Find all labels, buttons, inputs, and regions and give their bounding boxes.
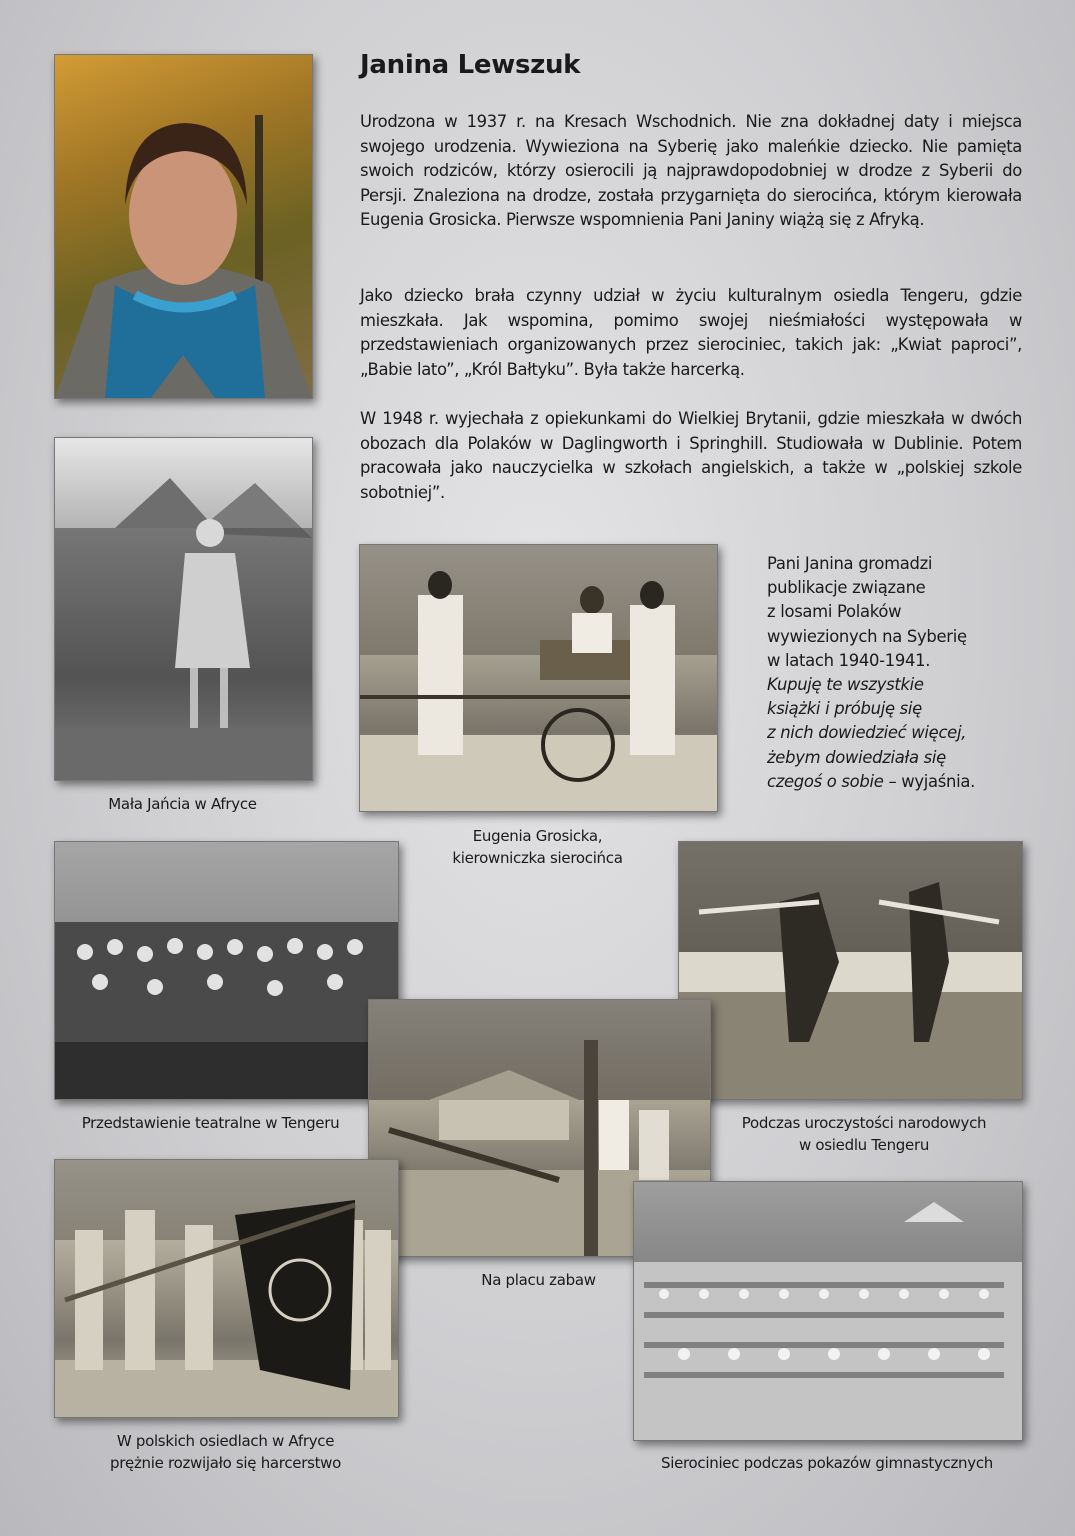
caption-theatre: Przedstawienie teatralne w Tengeru xyxy=(81,1114,340,1132)
portrait-photo xyxy=(54,54,313,399)
national-celebration-photo xyxy=(678,841,1023,1100)
side-note-line: wywiezionych na Syberię xyxy=(767,626,967,646)
caption-grosicka-1: Eugenia Grosicka, xyxy=(472,827,603,845)
caption-child: Mała Jańcia w Afryce xyxy=(108,795,257,813)
grosicka-photo xyxy=(359,544,718,812)
side-note-quote-line: żebym dowiedziała się xyxy=(767,747,946,767)
caption-national-2: w osiedlu Tengeru xyxy=(798,1136,930,1154)
bio-paragraph-2: Jako dziecko brała czynny udział w życiu kulturalnym osiedla Tengeru, gdzie mieszkała. Jak wspomina, pomimo swojej nieśmiałości występowała w przedstawieniach organizowanych przez sierociniec, takich jak: „Kwiat paproci”, „Babie lato”, „Król Bałtyku”. Była także harcerką. xyxy=(360,286,1022,379)
side-note-line: w latach 1940-1941. xyxy=(767,650,931,670)
child-photo xyxy=(54,437,313,781)
caption-scouts-2: prężnie rozwijało się harcerstwo xyxy=(109,1454,342,1472)
theatre-photo xyxy=(54,841,399,1100)
caption-gymnastics: Sierociniec podczas pokazów gimnastycznych xyxy=(660,1454,993,1472)
caption-national-1: Podczas uroczystości narodowych xyxy=(741,1114,987,1132)
bio-paragraph-1: Urodzona w 1937 r. na Kresach Wschodnich. Nie zna dokładnej daty i miejsca swojego urodzenia. Wywieziona na Syberię jako maleńkie dziecko. Nie pamięta swoich rodziców, którzy osierocili ją najprawdopodobniej w drodze z Syberii do Persji. Znaleziona na drodze, została przygarnięta do sierocińca, którym kierowała Eugenia Grosicka. Pierwsze wspomnienia Pani Janiny wiążą się z Afryką. xyxy=(360,112,1022,229)
side-note-quote-line: Kupuję te wszystkie xyxy=(767,675,924,695)
side-note-quote-line: czegoś o sobie xyxy=(767,771,884,791)
side-note-line: z losami Polaków xyxy=(767,602,902,622)
scouts-photo xyxy=(54,1159,399,1418)
side-note-quote-line: z nich dowiedzieć więcej, xyxy=(767,723,967,743)
caption-grosicka-2: kierowniczka sierocińca xyxy=(452,849,623,867)
side-note-attribution: – wyjaśnia. xyxy=(883,771,975,791)
caption-scouts-1: W polskich osiedlach w Afryce xyxy=(116,1432,335,1450)
side-note xyxy=(767,552,1017,794)
gymnastics-photo xyxy=(633,1181,1023,1441)
side-note-quote-line: książki i próbuję się xyxy=(767,699,922,719)
side-note-line: publikacje związane xyxy=(767,578,926,598)
page-title: Janina Lewszuk xyxy=(360,50,581,80)
side-note-line: Pani Janina gromadzi xyxy=(767,554,933,573)
caption-playground: Na placu zabaw xyxy=(481,1271,596,1289)
bio-paragraph-3: W 1948 r. wyjechała z opiekunkami do Wielkiej Brytanii, gdzie mieszkała w dwóch obozach dla Polaków w Daglingworth i Springhill. Studiowała w Dublinie. Potem pracowała jako nauczycielka w szkołach angielskich, a także w „polskiej szkole sobotniej”. xyxy=(360,409,1022,502)
